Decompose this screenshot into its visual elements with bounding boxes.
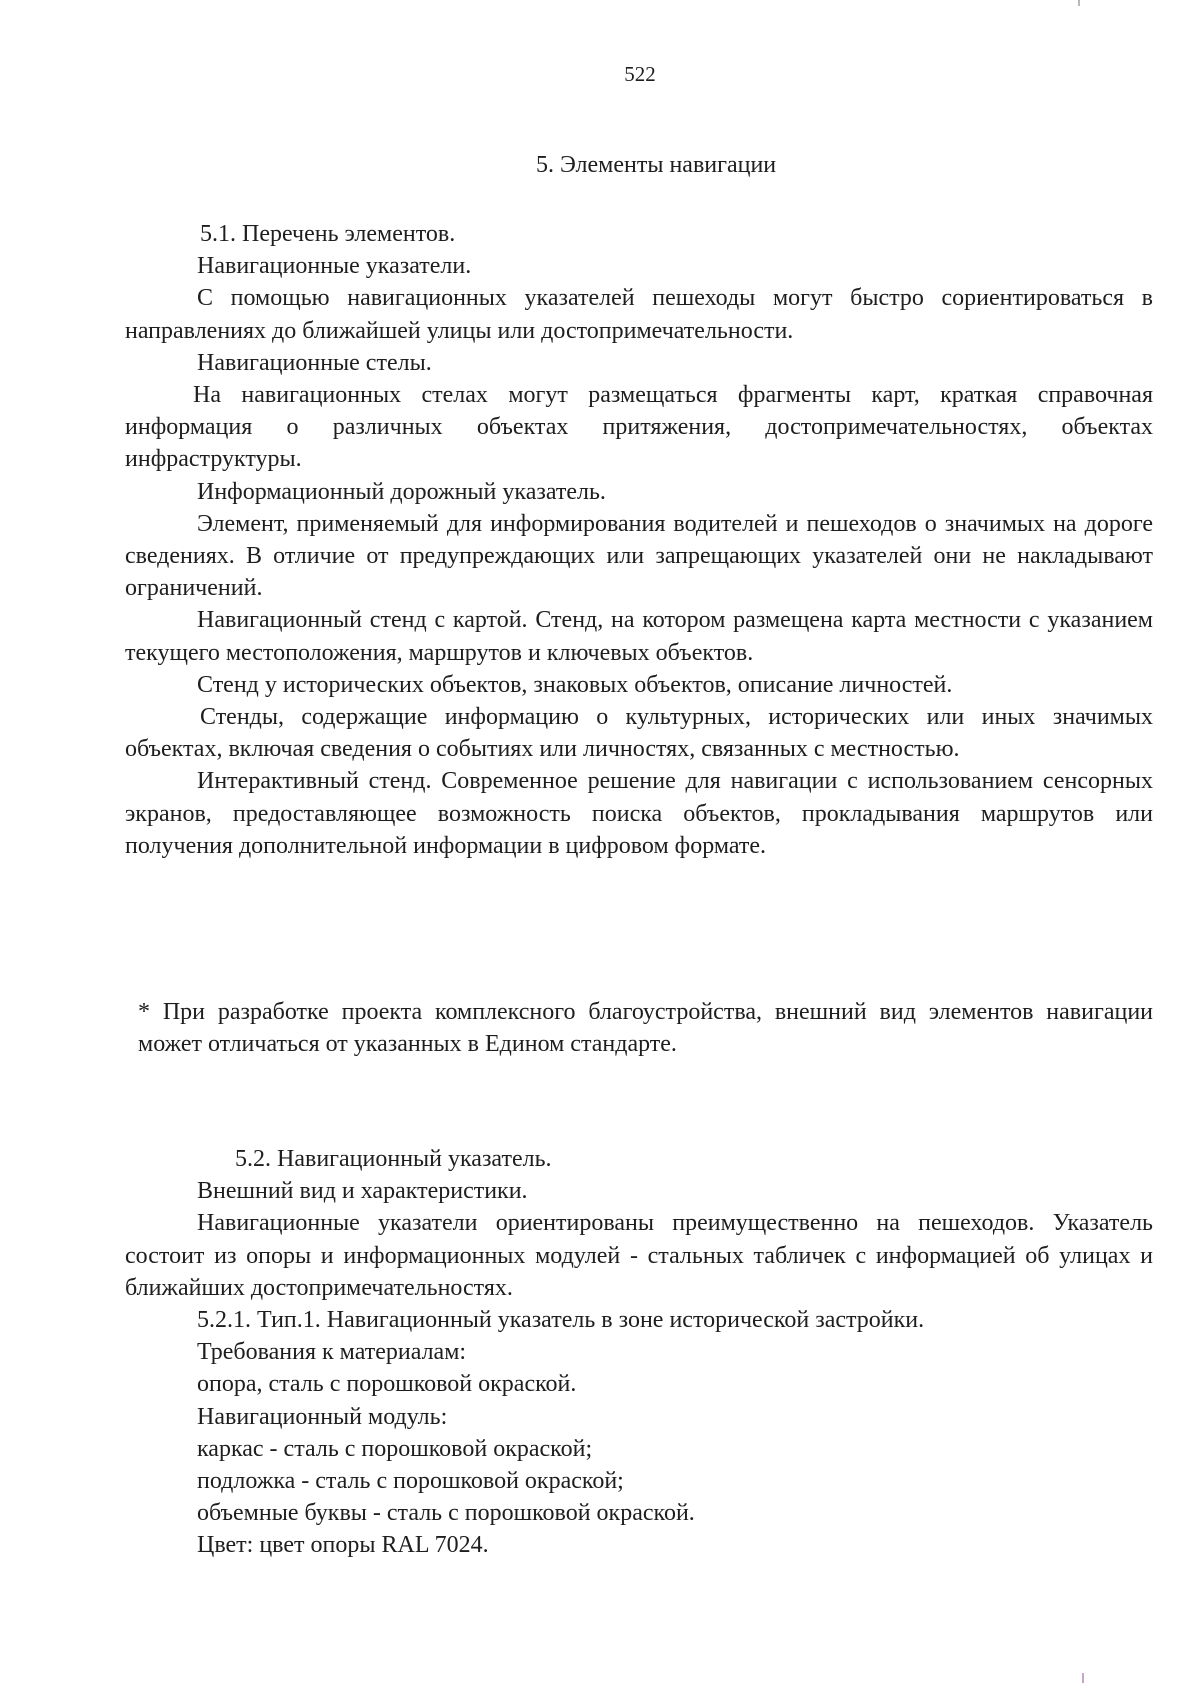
subsection-heading: 5.2. Навигационный указатель. xyxy=(235,1146,552,1172)
appearance-title: Внешний вид и характеристики. xyxy=(197,1178,528,1205)
type-heading: 5.2.1. Тип.1. Навигационный указатель в зоне исторической застройки. xyxy=(197,1307,925,1334)
item-map-stand: Навигационный стенд с картой. Стенд, на котором размещена карта местности с указанием текущего местоположения, маршрутов и ключевых объектов. xyxy=(125,607,1153,666)
footnote: * При разработке проекта комплексного благоустройства, внешний вид элементов навигации может отличаться от указанных в Едином стандарте. xyxy=(138,999,1153,1058)
scan-corner-mark xyxy=(1078,0,1080,6)
support-color: Цвет: цвет опоры RAL 7024. xyxy=(197,1532,489,1559)
subsection-5-1 xyxy=(125,218,1153,862)
substrate-material: подложка - сталь с порошковой окраской; xyxy=(197,1468,624,1495)
item-description-historical-stand: Стенды, содержащие информацию о культурных, исторических или иных значимых объектах, включая сведения о событиях или личностях, связанных с местностью. xyxy=(125,704,1153,763)
item-title-navigation-steles: Навигационные стелы. xyxy=(197,349,432,376)
module-title: Навигационный модуль: xyxy=(197,1403,448,1430)
letters-material: объемные буквы - сталь с порошковой окраской. xyxy=(197,1500,695,1527)
item-description-road-sign: Элемент, применяемый для информирования водителей и пешеходов о значимых на дороге сведениях. В отличие от предупреждающих или запрещающих указателей они не накладывают ограничений. xyxy=(125,510,1153,602)
frame-material: каркас - сталь с порошковой окраской; xyxy=(197,1435,593,1462)
support-material: опора, сталь с порошковой окраской. xyxy=(197,1371,577,1398)
item-description-navigation-steles: На навигационных стелах могут размещаться фрагменты карт, краткая справочная информация о различных объектах притяжения, достопримечательностях, объектах инфраструктуры. xyxy=(125,382,1153,473)
appearance-text: Навигационные указатели ориентированы преимущественно на пешеходов. Указатель состоит из опоры и информационных модулей - стальных табличек с информацией об улицах и ближайших достопримечательностях. xyxy=(125,1210,1153,1301)
page-number: 522 xyxy=(624,62,656,86)
item-title-historical-stand: Стенд у исторических объектов, знаковых объектов, описание личностей. xyxy=(197,671,953,698)
materials-title: Требования к материалам: xyxy=(197,1339,467,1366)
section-title: 5. Элементы навигации xyxy=(536,152,777,178)
subsection-5-2 xyxy=(125,1143,1153,1562)
item-interactive-stand: Интерактивный стенд. Современное решение для навигации с использованием сенсорных экранов, предоставляющее возможность поиска объектов, прокладывания маршрутов или получения дополнительной информации в цифровом формате. xyxy=(125,768,1153,859)
scan-margin-mark xyxy=(1082,1673,1084,1683)
item-title-navigation-signs: Навигационные указатели. xyxy=(197,253,472,280)
subsection-heading: 5.1. Перечень элементов. xyxy=(200,221,456,247)
item-description-navigation-signs: С помощью навигационных указателей пешеходы могут быстро сориентироваться в направлениях до ближайшей улицы или достопримечательности. xyxy=(125,285,1153,344)
item-title-road-sign: Информационный дорожный указатель. xyxy=(197,478,606,505)
